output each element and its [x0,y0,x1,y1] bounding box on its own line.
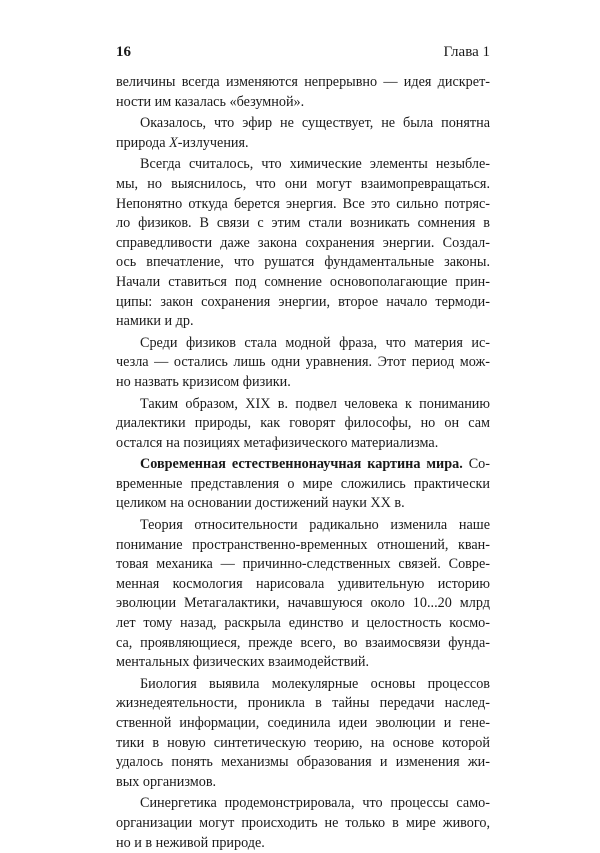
italic-letter: X [169,134,178,151]
text-line: Теория относительности радикально изменила наше [140,517,490,534]
paragraph [116,794,490,853]
text-line: менная космология нарисовала удивительную историю [116,575,490,592]
text-body [116,73,490,853]
text-line: временные представления о мире сложились практически [116,475,490,492]
running-head [116,41,490,63]
text-line: справедливости даже закона сохранения энергии. Создал- [116,234,490,251]
text-line: Начали ставиться под сомнение основополагающие прин- [116,273,490,290]
chapter-label: Глава 1 [443,44,490,60]
paragraph [116,455,490,514]
text-line: вых организмов. [116,773,217,790]
text-line: диалектики природы, как говорят философы, но он сам [116,415,490,432]
text-line: но и в неживой природе. [116,834,265,851]
text-line: ментальных физических взаимодействий. [116,654,370,671]
text-line: Всегда считалось, что химические элементы незыбле- [140,156,490,173]
paragraph [116,114,490,153]
text-line: тики в новую синтетическую теорию, на основе которой [116,734,490,751]
text-line: жизнедеятельности, проникла в тайны передачи наслед- [116,695,490,712]
text-line: Среди физиков стала модной фраза, что материя ис- [140,334,490,351]
text-line: мы, но выяснилось, что они могут взаимопревращаться. [116,175,490,192]
text-line: товая механика — причинно-следственных связей. Совре- [116,556,490,573]
text-line: Синергетика продемонстрировала, что процессы само- [140,795,490,812]
text-line: но назвать кризисом физики. [116,373,291,390]
text-line: организации могут происходить не только в мире живого, [116,814,490,831]
text-line [116,455,490,475]
paragraph [116,73,490,112]
text-line: эволюции Метагалактики, начавшуюся около 10...20 млрд [116,595,490,612]
paragraph [116,675,490,793]
text-line: ственной информации, соединила идеи эволюции и гене- [116,715,490,731]
text-line: ло физиков. В связи с этим стали возникать сомнения в [116,215,490,232]
text-line: Биология выявила молекулярные основы процессов [140,675,490,692]
text-line: удалось понять механизмы образования и изменения жи- [116,754,490,771]
text-line: величины всегда изменяются непрерывно — идея дискрет- [116,74,490,90]
heading-tail: Со- [468,456,490,473]
text-line: понимание пространственно-временных отношений, кван- [116,536,490,553]
paragraph [116,516,490,673]
text-line: Таким образом, XIX в. подвел человека к пониманию [140,395,490,412]
text-line: ности им казалась «безумной». [116,93,305,110]
paragraph [116,155,490,331]
page-number: 16 [116,44,131,60]
text-line: чезла — остались лишь одни уравнения. Этот период мож- [116,354,490,371]
text-line: природа X-излучения. [116,134,249,151]
text-line: Оказалось, что эфир не существует, не была понятна [140,115,490,132]
text-line: ципы: закон сохранения энергии, второе начало термоди- [116,293,490,310]
text-line: намики и др. [116,313,194,330]
text-line: целиком на основании достижений науки XX в. [116,495,405,512]
section-heading: Современная естественнонаучная картина мира. [140,456,463,473]
text-line: лет тому назад, раскрыла единство и целостность космо- [116,615,490,632]
text-line: са, проявляющиеся, прежде всего, во взаимосвязи фунда- [116,634,490,651]
paragraph [116,334,490,393]
text-line: остался на позициях метафизического материализма. [116,434,439,451]
paragraph [116,395,490,454]
text-line: Непонятно откуда берется энергия. Все это сильно потряс- [116,195,490,212]
text-line: ось впечатление, что рушатся фундаментальные законы. [116,254,490,271]
